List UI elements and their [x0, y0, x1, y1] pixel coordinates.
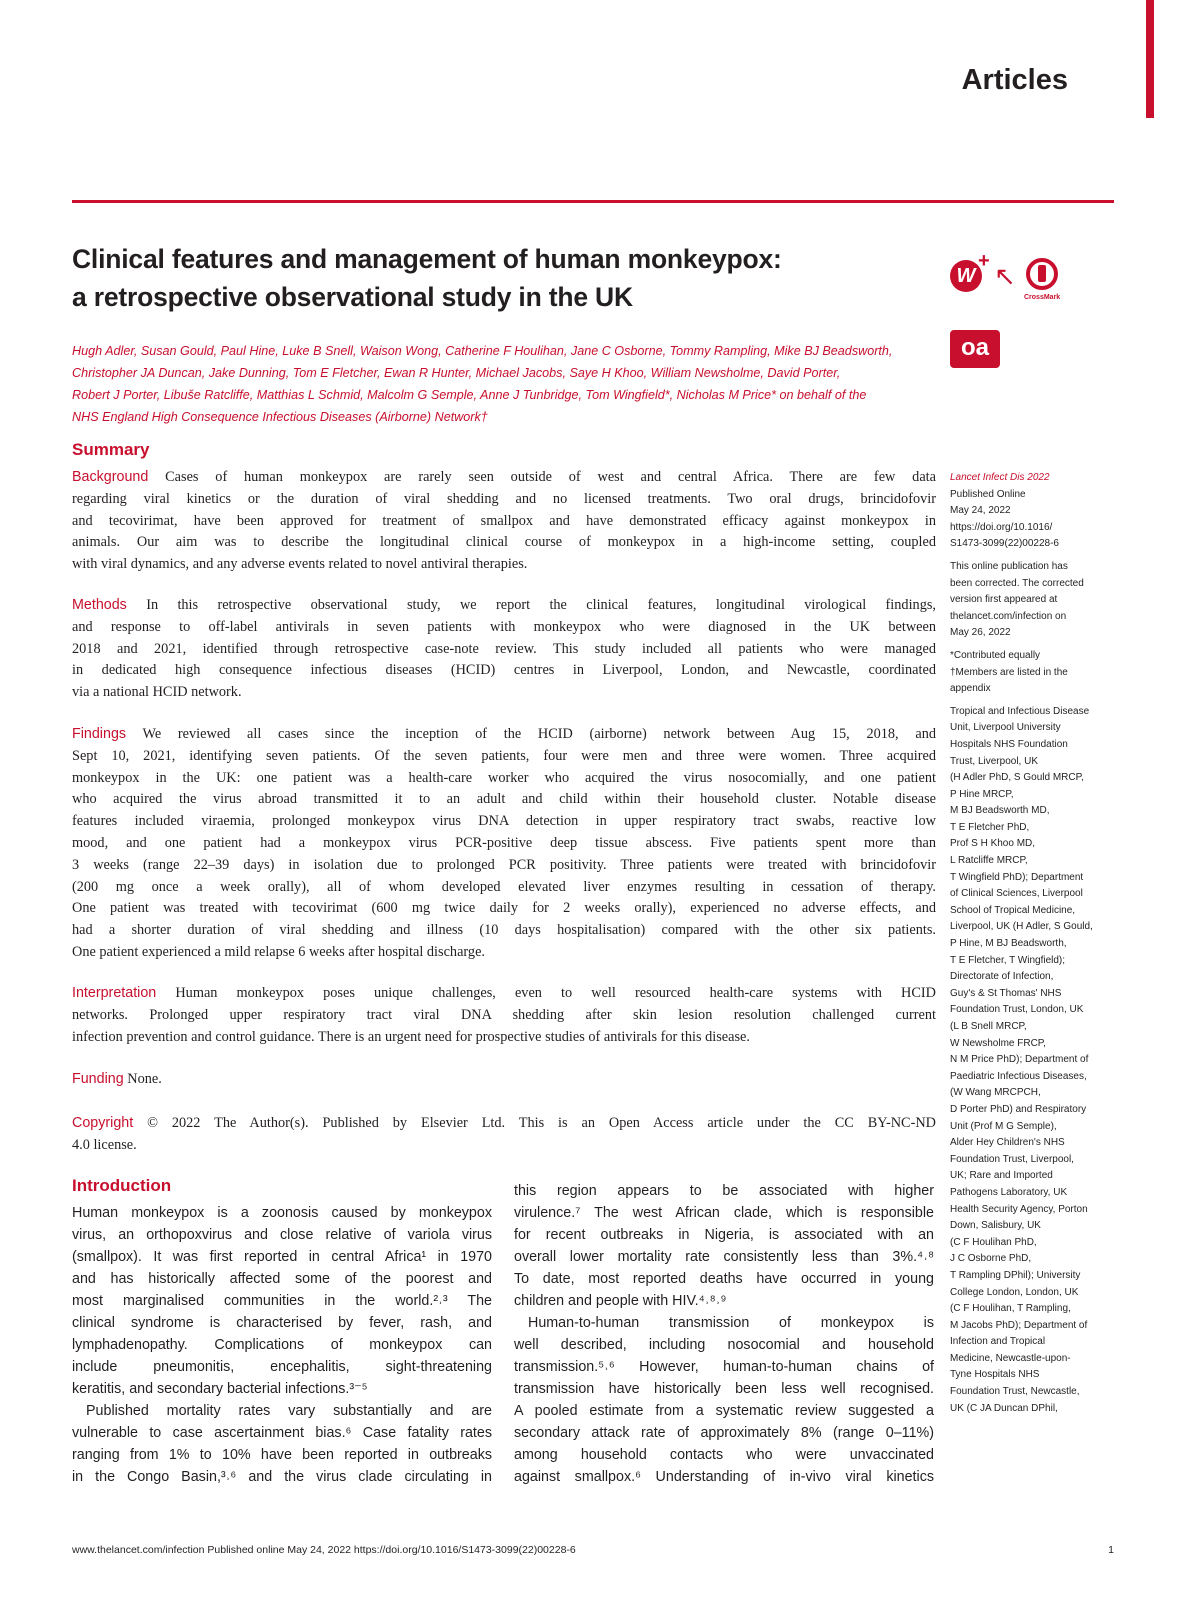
article-title [72, 240, 932, 316]
interpretation-label: Interpretation [72, 985, 157, 1001]
sidebar-line: UK; Rare and Imported [950, 1170, 1053, 1182]
sidebar-line: Foundation Trust, London, UK [950, 1004, 1084, 1016]
body-line: for recent outbreaks in Nigeria, is associated with an [514, 1227, 934, 1243]
sidebar-line: P Hine, M BJ Beadsworth, [950, 938, 1067, 950]
body-line: this region appears to be associated with higher [514, 1183, 934, 1199]
sidebar-line: S1473-3099(22)00228-6 [950, 538, 1059, 550]
sidebar-line: Hospitals NHS Foundation [950, 738, 1068, 750]
sidebar-line: of Clinical Sciences, Liverpool [950, 888, 1083, 900]
body-line: against smallpox.⁶ Understanding of in-vivo viral kinetics [514, 1469, 934, 1485]
abstract-line: mood, and one patient had a monkeypox virus PCR-positive deep tissue abscess. Five patients spent more than [72, 834, 936, 851]
sidebar-line: Directorate of Infection, [950, 971, 1054, 983]
sidebar-line: This online publication has [950, 560, 1068, 572]
sidebar-line: J C Osborne PhD, [950, 1253, 1032, 1265]
author-line: NHS England High Consequence Infectious Diseases (Airborne) Network† [72, 410, 488, 424]
abstract-line: Sept 10, 2021, identifying seven patients. Of the seven patients, four were men and three were women. Three acquired [72, 747, 936, 764]
plus-icon: + [978, 250, 990, 272]
author-list [72, 340, 952, 428]
abstract-line: animals. Our aim was to describe the longitudinal clinical course of monkeypox in a high-income setting, coupled [72, 534, 936, 551]
sidebar-line: Published Online [950, 488, 1026, 500]
body-line: Human-to-human transmission of monkeypox is [528, 1315, 934, 1331]
body-line: include pneumonitis, encephalitis, sight-threatening [72, 1359, 492, 1375]
sidebar-line: T E Fletcher PhD, [950, 821, 1030, 833]
add-to-mendeley-icon[interactable]: W [950, 260, 982, 292]
sidebar-line: https://doi.org/10.1016/ [950, 521, 1053, 533]
sidebar-line: May 24, 2022 [950, 505, 1011, 517]
body-line: and has historically affected some of the poorest and [72, 1271, 492, 1287]
findings-label: Findings [72, 726, 127, 742]
abstract-line: infection prevention and control guidance. There is an urgent need for prospective studies of antivirals for this disease. [72, 1028, 750, 1045]
abstract-interpretation [72, 983, 936, 1048]
abstract-line: In this retrospective observational study, we report the clinical features, longitudinal virological findings, [146, 597, 936, 613]
page-number: 1 [1108, 1544, 1114, 1556]
sidebar-line: School of Tropical Medicine, [950, 904, 1076, 916]
running-head: Articles [961, 64, 1068, 96]
sidebar-line: Liverpool, UK (H Adler, S Gould, [950, 921, 1093, 933]
sidebar-line: T Rampling DPhil); University [950, 1269, 1081, 1281]
body-line: (smallpox). It was first reported in central Africa¹ in 1970 [72, 1249, 492, 1265]
body-line: most marginalised communities in the world.²˒³ The [72, 1293, 492, 1309]
open-access-icon: oa [950, 330, 1000, 368]
sidebar-line: Alder Hey Children's NHS [950, 1137, 1065, 1149]
sidebar-line: thelancet.com/infection on [950, 610, 1067, 622]
author-line: Robert J Porter, Libuše Ratcliffe, Matthias L Schmid, Malcolm G Semple, Anne J Tunbridge, Tom Wingfield*, Nicholas M Price* on behalf of the [72, 388, 867, 402]
sidebar-line: W Newsholme FRCP, [950, 1037, 1046, 1049]
abstract-line: © 2022 The Author(s). Published by Elsevier Ltd. This is an Open Access article under the CC BY-NC-ND [147, 1115, 937, 1131]
summary-heading: Summary [72, 440, 150, 459]
sidebar-line: (L B Snell MRCP, [950, 1021, 1027, 1032]
abstract-line: 2018 and 2021, identified through retrospective case-note review. This study included all patients who were managed [72, 640, 936, 657]
sidebar-line: M Jacobs PhD); Department of [950, 1319, 1088, 1331]
sidebar-line: M BJ Beadsworth MD, [950, 805, 1050, 817]
title-line: Clinical features and management of human monkeypox: [72, 244, 782, 274]
abstract-line: regarding viral kinetics or the duration of viral shedding and no licensed treatments. Two oral drugs, brincidofovir [72, 490, 936, 507]
body-line: secondary attack rate of approximately 8% (range 0–11%) [514, 1425, 934, 1441]
abstract-line: One patient experienced a mild relapse 6 weeks after hospital discharge. [72, 943, 485, 960]
introduction-heading: Introduction [72, 1176, 172, 1195]
sidebar-line: Foundation Trust, Newcastle, [950, 1386, 1080, 1398]
body-line: overall lower mortality rate consistently less than 3%.⁴˒⁸ [514, 1249, 934, 1265]
sidebar-line: Pathogens Laboratory, UK [950, 1186, 1068, 1198]
author-line: Hugh Adler, Susan Gould, Paul Hine, Luke B Snell, Waison Wong, Catherine F Houlihan, Jane C Osborne, Tommy Rampling, Mike BJ Beadsworth, [72, 344, 893, 358]
funding-label: Funding [72, 1071, 124, 1087]
sidebar-line: Prof S H Khoo MD, [950, 838, 1036, 850]
abstract-line: and tecovirimat, have been approved for treatment of smallpox and have demonstrated efficacy against monkeypox in [72, 512, 936, 529]
sidebar-line: version first appeared at [950, 594, 1058, 606]
sidebar-line: L Ratcliffe MRCP, [950, 855, 1028, 867]
body-line: lymphadenopathy. Complications of monkeypox can [72, 1337, 492, 1353]
sidebar-line: P Hine MRCP, [950, 788, 1014, 800]
body-line: virulence.⁷ The west African clade, which is responsible [514, 1205, 934, 1221]
sidebar-line: T Wingfield PhD); Department [950, 871, 1084, 883]
body-line: among household contacts who were unvaccinated [514, 1447, 934, 1463]
body-line: To date, most reported deaths have occurred in young [514, 1271, 934, 1287]
abstract-line: had a shorter duration of viral shedding and illness (10 days hospitalisation) compared with the other six patients. [72, 922, 936, 939]
sidebar-line: †Members are listed in the [950, 666, 1068, 678]
sidebar-line: (C F Houlihan PhD, [950, 1236, 1037, 1248]
sidebar-line: Foundation Trust, Liverpool, [950, 1153, 1074, 1165]
abstract-line: in dedicated high consequence infectious diseases (HCID) centres in Liverpool, London, and Newcastle, coordinated [72, 662, 936, 679]
header-rule [72, 200, 1114, 203]
body-line: vulnerable to case ascertainment bias.⁶ Case fatality rates [72, 1425, 492, 1441]
abstract-methods [72, 595, 936, 704]
footer-citation: www.thelancet.com/infection Published online May 24, 2022 https://doi.org/10.1016/S1473-3099(22)00228-6 [72, 1544, 576, 1556]
sidebar-line: Medicine, Newcastle-upon- [950, 1352, 1071, 1364]
abstract-line: with viral dynamics, and any adverse events related to novel antiviral therapies. [72, 556, 528, 573]
title-line: a retrospective observational study in the UK [72, 282, 633, 312]
sidebar-line: D Porter PhD) and Respiratory [950, 1103, 1087, 1115]
abstract-line: We reviewed all cases since the inception of the HCID (airborne) network between Aug 15, 2018, and [142, 726, 936, 742]
abstract-background [72, 467, 936, 576]
abstract-funding [72, 1069, 936, 1091]
abstract-line: and response to off-label antivirals in seven patients with monkeypox who were diagnosed in the UK between [72, 618, 936, 635]
abstract-line: (200 mg once a week orally), all of whom developed elevated liver enzymes resulting in cessation of therapy. [72, 878, 936, 895]
introduction-column-2 [514, 1180, 934, 1488]
sidebar-line: (C F Houlihan, T Rampling, [950, 1303, 1071, 1315]
sidebar-line: Trust, Liverpool, UK [950, 755, 1038, 767]
abstract-copyright [72, 1113, 936, 1157]
abstract-line: 4.0 license. [72, 1136, 137, 1153]
author-line: Christopher JA Duncan, Jake Dunning, Tom E Fletcher, Ewan R Hunter, Michael Jacobs, Saye H Khoo, William Newsholme, David Porter, [72, 366, 841, 380]
cursor-icon: ↖ [994, 262, 1016, 291]
abstract-findings [72, 724, 936, 964]
abstract-line: Human monkeypox poses unique challenges, even to well resourced health-care systems with HCID [175, 985, 936, 1001]
body-line: transmission.⁵˒⁶ However, human-to-human chains of [514, 1359, 934, 1375]
sidebar-line: Unit (Prof M G Semple), [950, 1120, 1057, 1132]
funding-text: None. [127, 1071, 162, 1087]
journal-citation: Lancet Infect Dis 2022 [950, 472, 1050, 483]
sidebar-line: Infection and Tropical [950, 1336, 1046, 1348]
sidebar-line: Paediatric Infectious Diseases, [950, 1070, 1087, 1082]
sidebar-line: N M Price PhD); Department of [950, 1054, 1089, 1066]
sidebar-line: been corrected. The corrected [950, 577, 1084, 589]
body-line: Published mortality rates vary substantially and are [86, 1403, 492, 1419]
sidebar-line: T E Fletcher, T Wingfield); [950, 954, 1066, 966]
background-label: Background [72, 469, 149, 485]
sidebar-line: UK (C JA Duncan DPhil, [950, 1402, 1058, 1414]
sidebar-line: appendix [950, 683, 991, 695]
abstract-line: who acquired the virus abroad transmitted it to an adult and child within their household cluster. Notable disease [72, 791, 936, 808]
body-line: transmission have historically been less well recognised. [514, 1381, 934, 1397]
body-line: Human monkeypox is a zoonosis caused by monkeypox [72, 1205, 492, 1221]
body-line: in the Congo Basin,³˒⁶ and the virus clade circulating in [72, 1469, 492, 1485]
header-accent-bar [1146, 0, 1154, 118]
body-line: A pooled estimate from a systematic review suggested a [514, 1403, 934, 1419]
body-line: clinical syndrome is characterised by fever, rash, and [72, 1315, 492, 1331]
abstract-line: 3 weeks (range 22–39 days) in isolation due to prolonged PCR positivity. Three patients were treated with brincidofovir [72, 856, 936, 873]
sidebar-line: Tyne Hospitals NHS [950, 1369, 1040, 1381]
abstract-line: One patient was treated with tecovirimat (600 mg twice daily for 2 weeks orally), experienced no adverse effects, and [72, 900, 936, 917]
abstract-line: Cases of human monkeypox are rarely seen outside of west and central Africa. There are few data [165, 469, 936, 485]
abstract-line: networks. Prolonged upper respiratory tract viral DNA shedding after skin lesion resolution challenged current [72, 1006, 936, 1023]
abstract-line: features included viraemia, prolonged monkeypox virus DNA detection in upper respiratory tract swabs, reactive low [72, 813, 936, 830]
sidebar-line: Tropical and Infectious Disease [950, 705, 1090, 717]
body-line: keratitis, and secondary bacterial infections.³⁻⁵ [72, 1381, 368, 1397]
introduction-column-1 [72, 1202, 492, 1488]
sidebar-line: Health Security Agency, Porton [950, 1203, 1088, 1215]
sidebar-line: May 26, 2022 [950, 627, 1011, 639]
abstract-line: via a national HCID network. [72, 684, 242, 701]
body-line: well described, including nosocomial and household [514, 1337, 934, 1353]
body-line: virus, an orthopoxvirus and close relative of variola virus [72, 1227, 492, 1243]
sidebar-line: College London, London, UK [950, 1286, 1079, 1298]
sidebar-line: Down, Salisbury, UK [950, 1220, 1041, 1232]
sidebar-notes [950, 470, 1120, 1417]
crossmark-label: CrossMark [1024, 294, 1061, 301]
sidebar-line: *Contributed equally [950, 649, 1041, 661]
sidebar-line: Guy's & St Thomas' NHS [950, 987, 1062, 999]
abstract-line: monkeypox in the UK: one patient was a health-care worker who acquired the virus nosocomially, and one patient [72, 769, 936, 786]
body-line: children and people with HIV.⁴˒⁸˒⁹ [514, 1293, 727, 1309]
copyright-label: Copyright [72, 1115, 134, 1131]
body-line: ranging from 1% to 10% have been reported in outbreaks [72, 1447, 492, 1463]
sidebar-line: Unit, Liverpool University [950, 722, 1061, 734]
sidebar-line: (H Adler PhD, S Gould MRCP, [950, 772, 1084, 784]
methods-label: Methods [72, 597, 127, 613]
crossmark-icon[interactable] [1026, 258, 1058, 290]
sidebar-line: (W Wang MRCPCH, [950, 1087, 1041, 1099]
